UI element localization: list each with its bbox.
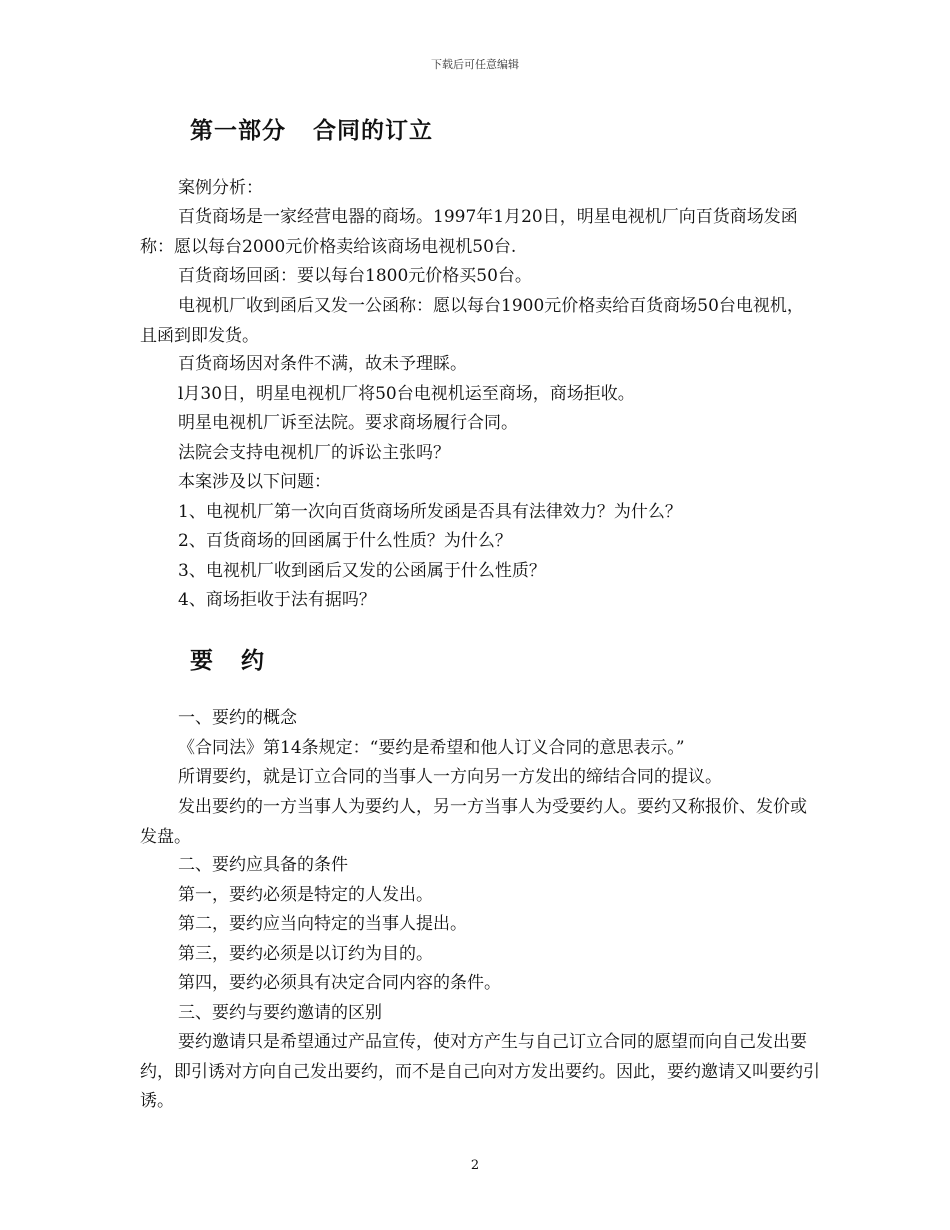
section-title-offer: 要 约 — [190, 648, 266, 674]
case-question: 法院会支持电视机厂的诉讼主张吗？ — [178, 443, 450, 463]
body-paragraph: 要约邀请只是希望通过产品宣传，使对方产生与自己订立合同的愿望而向自己发出要约，即引诱对方向自己发出要约，而不是自己向对方发出要约。因此，要约邀请又叫要约引诱。 — [140, 1032, 820, 1111]
issue-item: 3、电视机厂收到函后又发的公函属于什么性质？ — [178, 561, 546, 581]
case-paragraph: l月30日，明星电视机厂将50台电视机运至商场，商场拒收。 — [178, 384, 635, 404]
issue-item: 1、电视机厂第一次向百货商场所发函是否具有法律效力？为什么？ — [178, 502, 682, 522]
body-paragraph: 所谓要约，就是订立合同的当事人一方向另一方发出的缔结合同的提议。 — [178, 767, 722, 787]
page-header-note: 下载后可任意编辑 — [431, 58, 519, 71]
case-paragraph: 百货商场回函：要以每台1800元价格买50台。 — [178, 266, 532, 286]
issue-item: 4、商场拒收于法有据吗？ — [178, 590, 376, 610]
condition-item: 第二，要约应当向特定的当事人提出。 — [178, 914, 467, 934]
case-analysis-label: 案例分析： — [178, 178, 263, 198]
subheading: 三、要约与要约邀请的区别 — [178, 1003, 382, 1023]
page-number: 2 — [470, 1158, 480, 1173]
section-title-contract-formation: 第一部分 合同的订立 — [190, 118, 434, 144]
subheading: 二、要约应具备的条件 — [178, 855, 348, 875]
condition-item: 第四，要约必须具有决定合同内容的条件。 — [178, 973, 501, 993]
issue-item: 2、百货商场的回函属于什么性质？为什么？ — [178, 531, 512, 551]
issues-label: 本案涉及以下问题： — [178, 472, 331, 492]
body-paragraph: 发出要约的一方当事人为要约人，另一方当事人为受要约人。要约又称报价、发价或发盘。 — [140, 797, 807, 847]
case-paragraph: 电视机厂收到函后又发一公函称：愿以每台1900元价格卖给百货商场50台电视机，且函到即发货。 — [140, 296, 804, 346]
case-paragraph: 百货商场因对条件不满，故未予理睬。 — [178, 354, 467, 374]
subheading: 一、要约的概念 — [178, 708, 297, 728]
condition-item: 第三，要约必须是以订约为目的。 — [178, 944, 433, 964]
case-paragraph: 百货商场是一家经营电器的商场。1997年1月20日，明星电视机厂向百货商场发函称：愿以每台2000元价格卖给该商场电视机50台. — [140, 207, 798, 257]
condition-item: 第一，要约必须是特定的人发出。 — [178, 885, 433, 905]
body-paragraph: 《合同法》第14条规定：“要约是希望和他人订义合同的意思表示。” — [178, 738, 685, 758]
case-paragraph: 明星电视机厂诉至法院。要求商场履行合同。 — [178, 413, 518, 433]
